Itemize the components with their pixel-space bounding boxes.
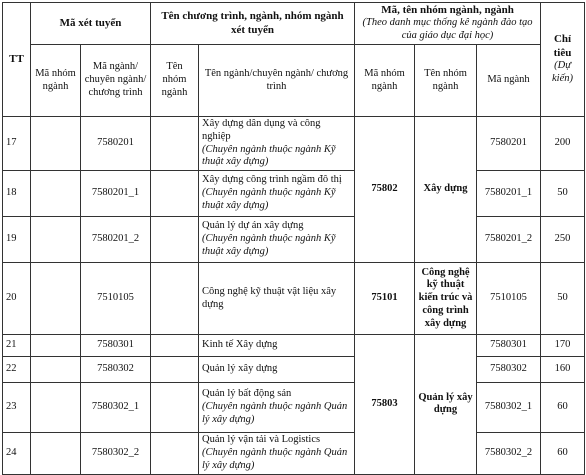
row-ten-nganh-label: Công nghệ kỹ thuật vật liệu xây dựng (202, 285, 337, 310)
subheader-ma-nganh: Mã ngành (477, 45, 541, 117)
row-ma-xet-tuyen: 7580201_2 (81, 217, 151, 263)
row-ma-xet-tuyen: 7580302_1 (81, 383, 151, 433)
row-ma-nhom-nganh (31, 217, 81, 263)
row-tt: 18 (3, 171, 31, 217)
group-ten-nhom-quan-ly: Quản lý xây dựng (415, 335, 477, 474)
header-ma-xet-tuyen: Mã xét tuyển (31, 3, 151, 45)
row-chi-tieu: 170 (541, 335, 585, 357)
row-chi-tieu: 60 (541, 383, 585, 433)
group-ma-nhom-75101: 75101 (355, 263, 415, 335)
header-chi-tieu (541, 3, 585, 117)
group-ma-nhom-75803: 75803 (355, 335, 415, 474)
table-row (3, 357, 585, 383)
admission-table (2, 2, 585, 475)
row-ma-nhom-nganh (31, 263, 81, 335)
row-ten-nhom-nganh (151, 171, 199, 217)
group-ten-nhom-cong-nghe: Công nghệ kỹ thuật kiến trúc và công trình xây dựng (415, 263, 477, 335)
header-tt: TT (3, 3, 31, 117)
row-tt: 17 (3, 117, 31, 171)
row-ma-xet-tuyen: 7580201_1 (81, 171, 151, 217)
header-row-2 (3, 45, 585, 117)
row-ten-nganh (199, 357, 355, 383)
header-du-kien-label: (Dự kiến) (552, 60, 574, 84)
row-ma-nhom-nganh (31, 335, 81, 357)
row-ma-nganh: 7580201_1 (477, 171, 541, 217)
header-chi-tieu-label: Chỉ tiêu (553, 33, 572, 59)
row-ten-nhom-nganh (151, 117, 199, 171)
row-ten-nganh-note: (Chuyên ngành thuộc ngành Kỹ thuật xây dựng) (202, 233, 336, 258)
row-chi-tieu: 160 (541, 357, 585, 383)
row-ten-nganh-label: Quản lý xây dựng (202, 363, 278, 375)
row-ten-nganh-note: (Chuyên ngành thuộc ngành Kỹ thuật xây dựng) (202, 187, 336, 212)
row-ma-xet-tuyen: 7580302 (81, 357, 151, 383)
row-ma-nganh: 7510105 (477, 263, 541, 335)
row-ma-xet-tuyen: 7580301 (81, 335, 151, 357)
subheader-ten-nhom-nganh: Tên nhóm ngành (151, 45, 199, 117)
header-ma-ten-nhom-note: (Theo danh mục thống kê ngành đào tạo của giáo dục đại học) (362, 17, 533, 42)
row-ma-nhom-nganh (31, 171, 81, 217)
row-tt: 24 (3, 433, 31, 474)
row-ten-nganh-label: Quản lý bất động sản (202, 388, 292, 400)
row-tt: 23 (3, 383, 31, 433)
row-ten-nganh (199, 383, 355, 433)
row-ten-nhom-nganh (151, 383, 199, 433)
table-row (3, 383, 585, 433)
row-ten-nganh (199, 433, 355, 474)
row-ten-nganh (199, 217, 355, 263)
row-ma-xet-tuyen: 7510105 (81, 263, 151, 335)
row-ma-nhom-nganh (31, 433, 81, 474)
row-ten-nganh-note: (Chuyên ngành thuộc ngành Kỹ thuật xây dựng) (202, 143, 336, 168)
row-ten-nganh-label: Xây dựng dân dụng và công nghiệp (202, 118, 321, 142)
row-ten-nhom-nganh (151, 263, 199, 335)
row-ten-nganh-label: Quản lý dự án xây dựng (202, 220, 304, 232)
row-ten-nganh (199, 117, 355, 171)
row-chi-tieu: 250 (541, 217, 585, 263)
row-ten-nhom-nganh (151, 433, 199, 474)
row-ten-nganh-note: (Chuyên ngành thuộc ngành Quản lý xây dựng) (202, 401, 348, 426)
table-row (3, 433, 585, 474)
row-ma-nhom-nganh (31, 117, 81, 171)
subheader-ma-nganh-chuyen-nganh: Mã ngành/ chuyên ngành/ chương trình (81, 45, 151, 117)
header-ma-ten-nhom (355, 3, 541, 45)
row-ma-nganh: 7580302 (477, 357, 541, 383)
row-ten-nganh (199, 335, 355, 357)
row-ten-nganh-label: Kinh tế Xây dựng (202, 339, 278, 351)
row-chi-tieu: 200 (541, 117, 585, 171)
row-tt: 22 (3, 357, 31, 383)
row-ma-nganh: 7580201 (477, 117, 541, 171)
table-row (3, 217, 585, 263)
group-ma-nhom-75802: 75802 (355, 117, 415, 263)
row-tt: 19 (3, 217, 31, 263)
row-tt: 21 (3, 335, 31, 357)
table-row (3, 117, 585, 171)
header-ten-chuong-trinh: Tên chương trình, ngành, nhóm ngành xét tuyển (151, 3, 355, 45)
row-ma-nganh: 7580302_1 (477, 383, 541, 433)
row-ten-nganh-note: (Chuyên ngành thuộc ngành Quản lý xây dựng) (202, 446, 348, 471)
row-ma-nganh: 7580301 (477, 335, 541, 357)
subheader-ten-nhom-nganh-2: Tên nhóm ngành (415, 45, 477, 117)
row-ten-nhom-nganh (151, 217, 199, 263)
group-ten-nhom-xay-dung: Xây dựng (415, 117, 477, 263)
row-ma-xet-tuyen: 7580302_2 (81, 433, 151, 474)
table-row (3, 263, 585, 335)
subheader-ten-nganh-chuyen-nganh: Tên ngành/chuyên ngành/ chương trình (199, 45, 355, 117)
subheader-ma-nhom-nganh-2: Mã nhóm ngành (355, 45, 415, 117)
row-ten-nganh (199, 263, 355, 335)
row-ma-nganh: 7580302_2 (477, 433, 541, 474)
header-ma-ten-nhom-title: Mã, tên nhóm ngành, ngành (381, 4, 514, 16)
row-ten-nganh (199, 171, 355, 217)
table-row (3, 171, 585, 217)
row-tt: 20 (3, 263, 31, 335)
row-ma-nhom-nganh (31, 383, 81, 433)
row-ten-nhom-nganh (151, 357, 199, 383)
row-chi-tieu: 50 (541, 171, 585, 217)
table-row (3, 335, 585, 357)
row-chi-tieu: 50 (541, 263, 585, 335)
subheader-ma-nhom-nganh: Mã nhóm ngành (31, 45, 81, 117)
row-ma-nganh: 7580201_2 (477, 217, 541, 263)
row-ten-nganh-label: Quản lý vận tải và Logistics (202, 434, 321, 446)
row-chi-tieu: 60 (541, 433, 585, 474)
header-row-1 (3, 3, 585, 45)
row-ma-xet-tuyen: 7580201 (81, 117, 151, 171)
row-ten-nganh-label: Xây dựng công trình ngầm đô thị (202, 174, 342, 186)
row-ma-nhom-nganh (31, 357, 81, 383)
row-ten-nhom-nganh (151, 335, 199, 357)
